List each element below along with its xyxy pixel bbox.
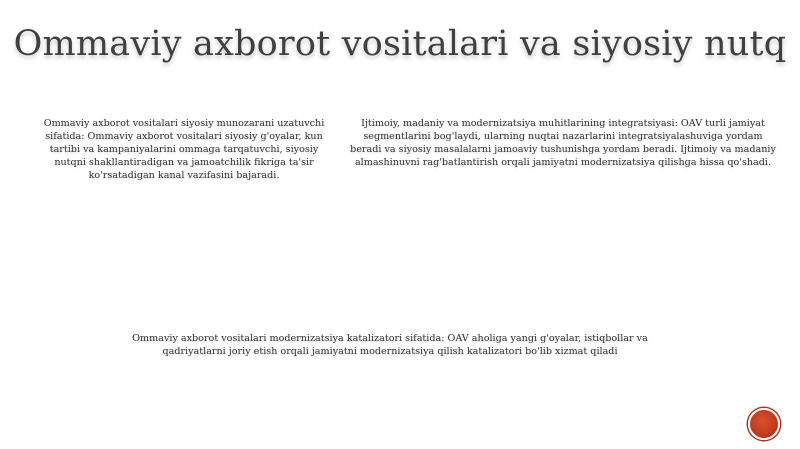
next-slide-button[interactable] xyxy=(748,408,780,440)
slide-title: Ommaviy axborot vositalari va siyosiy nutq xyxy=(13,24,787,64)
text-block-right: Ijtimoiy, madaniy va modernizatsiya muhitlarining integratsiyasi: OAV turli jamiyat segmentlarini bog'laydi, ularning nuqtai nazarlarini integratsiyalashuviga yordam beradi va siyosiy masalalarni jamoaviy tushunishga yordam beradi. Ijtimoiy va madaniy almashinuvni rag'batlantirish orqali jamiyatni modernizatsiya qilishga hissa qo'shadi. xyxy=(350,118,776,168)
text-block-bottom: Ommaviy axborot vositalari modernizatsiya katalizatori sifatida: OAV aholiga yangi g'oyalar, istiqbollar va qadriyatlarni joriy etish orqali jamiyatni modernizatsiya qilish katalizatori bo'lib xizmat qiladi xyxy=(132,333,648,357)
text-block-left: Ommaviy axborot vositalari siyosiy munozarani uzatuvchi sifatida: Ommaviy axborot vositalari siyosiy g'oyalar, kun tartibi va kampaniyalarini ommaga tarqatuvchi, siyosiy nutqni shakllantiradigan va jamoatchilik fikriga ta'sir ko'rsatadigan kanal vazifasini bajaradi. xyxy=(43,118,325,181)
